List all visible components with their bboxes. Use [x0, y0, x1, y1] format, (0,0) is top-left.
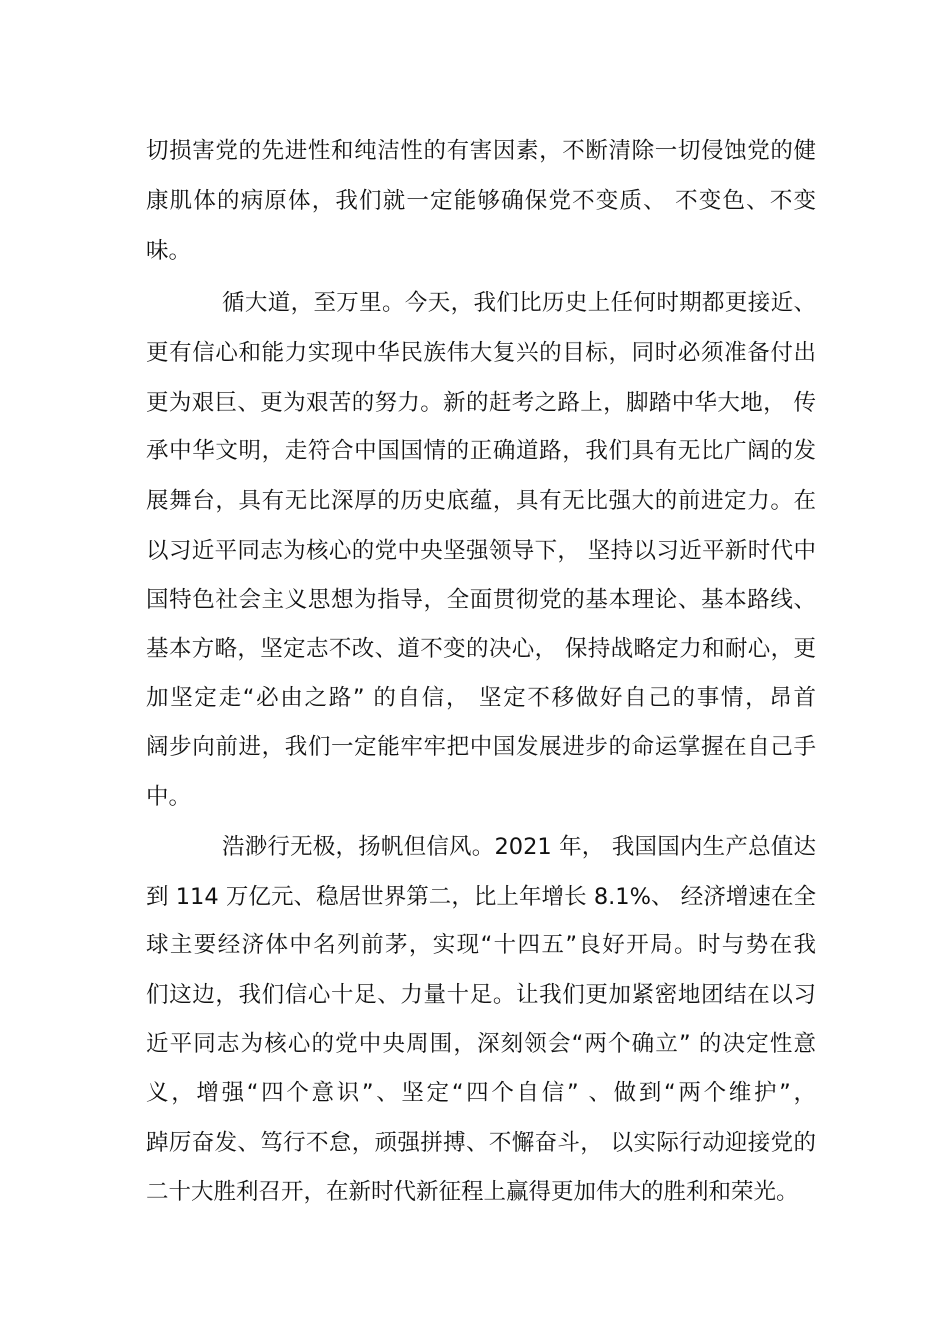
- text-line: 义，增强“四个意识”、坚定“四个自信” 、做到“两个维护”，: [146, 1080, 816, 1106]
- text-line: 阔步向前进，我们一定能牢牢把中国发展进步的命运掌握在自己手: [146, 734, 816, 760]
- text-line: 国特色社会主义思想为指导，全面贯彻党的基本理论、基本路线、: [146, 587, 816, 613]
- text-line: 切损害党的先进性和纯洁性的有害因素，不断清除一切侵蚀党的健: [146, 138, 816, 164]
- text-line: 味。: [146, 238, 192, 264]
- text-line: 更有信心和能力实现中华民族伟大复兴的目标，同时必须准备付出: [146, 340, 816, 366]
- text-line: 承中华文明，走符合中国国情的正确道路，我们具有无比广阔的发: [146, 438, 816, 464]
- text-line: 到 114 万亿元、稳居世界第二，比上年增长 8.1%、 经济增速在全: [146, 884, 816, 910]
- text-line: 基本方略，坚定志不改、道不变的决心， 保持战略定力和耐心，更: [146, 636, 816, 662]
- text-line: 们这边，我们信心十足、力量十足。让我们更加紧密地团结在以习: [146, 982, 816, 1008]
- text-line: 展舞台，具有无比深厚的历史底蕴，具有无比强大的前进定力。在: [146, 488, 816, 514]
- text-line: 更为艰巨、更为艰苦的努力。新的赶考之路上，脚踏中华大地， 传: [146, 390, 816, 416]
- text-line: 二十大胜利召开，在新时代新征程上赢得更加伟大的胜利和荣光。: [146, 1179, 799, 1205]
- text-line: 加坚定走“必由之路” 的自信， 坚定不移做好自己的事情，昂首: [146, 685, 816, 711]
- text-line: 康肌体的病原体，我们就一定能够确保党不变质、 不变色、不变: [146, 188, 816, 214]
- text-line: 中。: [146, 784, 192, 810]
- text-line: 以习近平同志为核心的党中央坚强领导下， 坚持以习近平新时代中: [146, 538, 816, 564]
- text-line: 踔厉奋发、笃行不怠，顽强拼搏、不懈奋斗， 以实际行动迎接党的: [146, 1130, 816, 1156]
- text-line: 循大道，至万里。今天，我们比历史上任何时期都更接近、: [222, 290, 816, 316]
- text-line: 近平同志为核心的党中央周围，深刻领会“两个确立” 的决定性意: [146, 1031, 816, 1057]
- text-line: 球主要经济体中名列前茅，实现“十四五”良好开局。时与势在我: [146, 932, 816, 958]
- text-line: 浩渺行无极，扬帆但信风。2021 年， 我国国内生产总值达: [222, 834, 816, 860]
